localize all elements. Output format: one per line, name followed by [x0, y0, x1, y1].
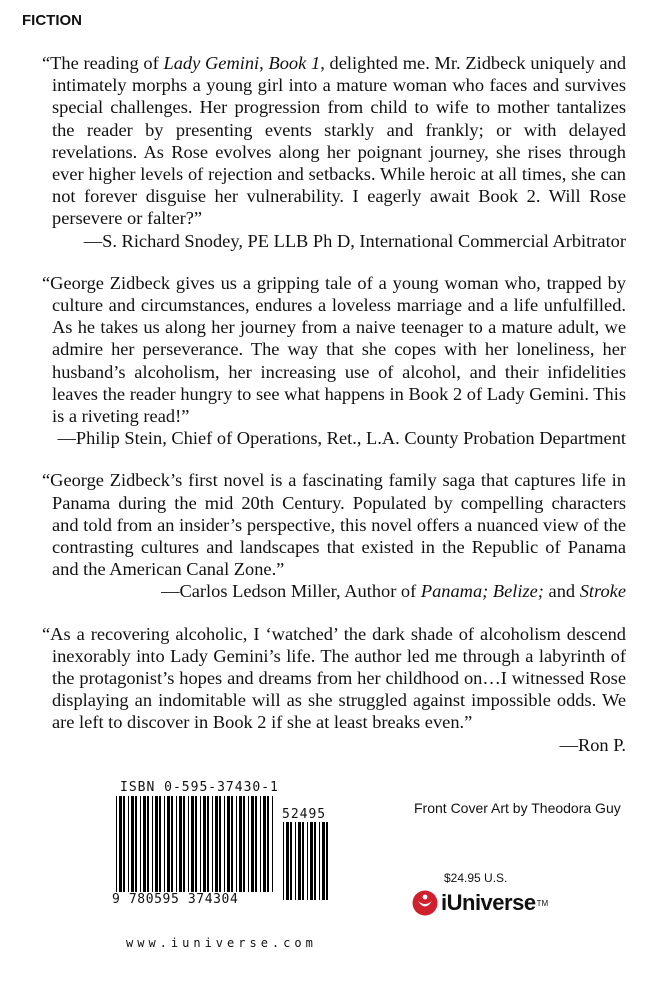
iuniverse-logo-icon — [412, 890, 438, 916]
barcode-addon-digits: 52495 — [282, 807, 327, 822]
blurb-attribution: —Ron P. — [559, 734, 626, 755]
blurb-attribution: —Philip Stein, Chief of Operations, Ret., L.A. County Probation Department — [57, 428, 626, 449]
blurb-2 — [42, 272, 626, 450]
publisher-name: iUniverse — [441, 890, 536, 915]
publisher-logo — [412, 888, 548, 918]
blurb-4 — [42, 623, 626, 756]
trademark: TM — [536, 898, 549, 908]
blurb-attribution: —S. Richard Snodey, PE LLB Ph D, International Commercial Arbitrator — [83, 230, 626, 251]
cover-credit: Front Cover Art by Theodora Guy — [414, 800, 621, 816]
publisher-url: www.iuniverse.com — [126, 936, 317, 950]
blurb-quote: “George Zidbeck’s first novel is a fascinating family saga that captures life in Panama during the mid 20th Century. Populated by compelling characters and told from an insider’s perspective, this novel offers a nuanced view of the contrasting cultures and landscapes that existed in the Republic of Panama and the American Canal Zone.” — [42, 470, 626, 580]
blurb-3 — [42, 469, 626, 602]
isbn-label: ISBN 0-595-37430-1 — [120, 780, 279, 795]
ean-digits: 9 780595 374304 — [112, 892, 239, 907]
blurb-quote: “The reading of Lady Gemini, Book 1, delighted me. Mr. Zidbeck uniquely and intimately morphs a young girl into a mature woman who faces and survives special challenges. Her progression from child to wife to mother tantalizes the reader by presenting events starkly and frankly; or with delayed revelations. As Rose evolves along her poignant journey, she rises through ever higher levels of rejection and setbacks. While heroic at all times, she can not forever disguise her vulnerability. I eagerly await Book 2. Will Rose persevere or falter?” — [42, 53, 627, 229]
category-label: FICTION — [22, 12, 82, 29]
blurb-quote: “As a recovering alcoholic, I ‘watched’ the dark shade of alcoholism descend inexorably into Lady Gemini’s life. The author led me through a labyrinth of the protagonist’s hopes and dreams from her childhood on…I witnessed Rose displaying an indomitable will as she struggled against impossible odds. We are left to discover in Book 2 if she at least breaks even.” — [42, 623, 626, 733]
blurbs — [42, 52, 626, 756]
addon-barcode-icon — [282, 822, 332, 900]
ean-barcode-icon — [115, 796, 275, 892]
blurb-attribution: —Carlos Ledson Miller, Author of Panama; Belize; and Stroke — [161, 581, 626, 602]
blurb-1 — [42, 52, 626, 252]
price: $24.95 U.S. — [444, 871, 508, 885]
blurb-quote: “George Zidbeck gives us a gripping tale of a young woman who, trapped by culture and circumstances, endures a loveless marriage and a life unfulfilled. As he takes us along her journey from a naive teenager to a mature adult, we admire her perseverance. The way that she copes with her loneliness, her husband’s alcoholism, her increasing use of alcohol, and their infidelities leaves the reader hungry to see what happens in Book 2 of Lady Gemini. This is a riveting read!” — [42, 272, 626, 427]
